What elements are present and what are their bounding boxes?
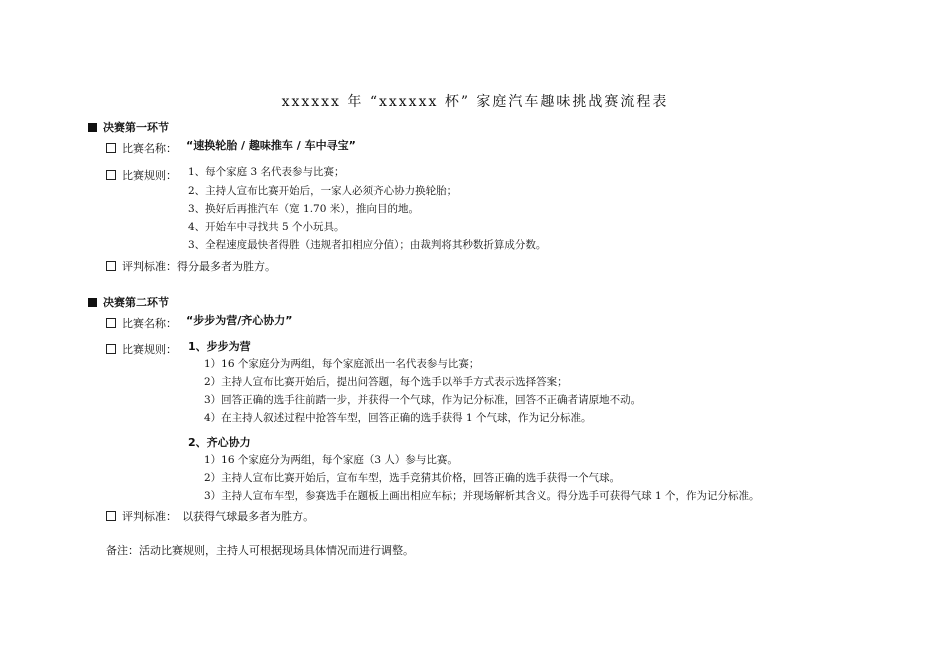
checkbox-icon — [106, 261, 116, 271]
round2-part1-title: 1、步步为营 — [188, 340, 251, 353]
round1-heading: 决赛第一环节 — [103, 121, 169, 134]
round2-part1-line-1: 1）16 个家庭分为两组，每个家庭派出一名代表参与比赛； — [204, 358, 480, 370]
round1-name-value: “速换轮胎 / 趣味推车 / 车中寻宝” — [186, 139, 356, 152]
checkbox-icon — [106, 318, 116, 328]
filled-square-bullet-icon — [88, 123, 97, 132]
round1-rule-2: 2、主持人宣布比赛开始后，一家人必须齐心协力换轮胎； — [188, 185, 458, 197]
round2-rules-label: 比赛规则： — [122, 343, 177, 356]
page-title: xxxxxx 年 “xxxxxx 杯” 家庭汽车趣味挑战赛流程表 — [281, 94, 669, 110]
round1-judge-label: 评判标准： — [122, 260, 177, 273]
round2-part1-line-3: 3）回答正确的选手往前踏一步，并获得一个气球，作为记分标准，回答不正确者请原地不动。 — [204, 394, 642, 406]
round1-heading-row — [88, 119, 169, 135]
round1-judge-value: 得分最多者为胜方。 — [177, 260, 276, 273]
round1-rules-label: 比赛规则： — [122, 169, 177, 182]
round1-name-row — [106, 137, 177, 156]
round2-name-label: 比赛名称： — [122, 317, 177, 330]
round2-name-value: “步步为营/齐心协力” — [186, 314, 293, 327]
round2-judge-value: 以获得气球最多者为胜方。 — [182, 510, 315, 523]
round2-name-row — [106, 312, 177, 331]
round1-rules-row — [106, 164, 177, 183]
round2-part2-line-3: 3）主持人宣布车型，参赛选手在题板上画出相应车标；并现场解析其含义。得分选手可获得气球 1 个，作为记分标准。 — [204, 490, 760, 502]
round2-part2-title: 2、齐心协力 — [188, 436, 251, 449]
round1-rule-3: 3、换好后再推汽车（宽 1.70 米），推向目的地。 — [188, 203, 419, 215]
round2-heading-row — [88, 294, 169, 310]
round1-rule-4: 4、开始车中寻找共 5 个小玩具。 — [188, 221, 345, 233]
round1-rule-1: 1、每个家庭 3 名代表参与比赛； — [188, 166, 345, 178]
round2-judge-label: 评判标准： — [122, 510, 177, 523]
round2-part1-line-4: 4）在主持人叙述过程中抢答车型，回答正确的选手获得 1 个气球，作为记分标准。 — [204, 412, 592, 424]
checkbox-icon — [106, 143, 116, 153]
round1-name-label: 比赛名称： — [122, 142, 177, 155]
checkbox-icon — [106, 344, 116, 354]
remark-note: 备注：活动比赛规则，主持人可根据现场具体情况而进行调整。 — [106, 544, 414, 557]
round1-rule-5: 3、全程速度最快者得胜（违规者扣相应分值）；由裁判将其秒数折算成分数。 — [188, 239, 547, 251]
round2-judge-row — [106, 505, 314, 524]
round2-part1-line-2: 2）主持人宣布比赛开始后，提出问答题，每个选手以举手方式表示选择答案； — [204, 376, 568, 388]
filled-square-bullet-icon — [88, 298, 97, 307]
round2-part2-line-2: 2）主持人宣布比赛开始后，宣布车型，选手竞猜其价格，回答正确的选手获得一个气球。 — [204, 472, 621, 484]
round2-part2-line-1: 1）16 个家庭分为两组，每个家庭（3 人）参与比赛。 — [204, 454, 458, 466]
checkbox-icon — [106, 511, 116, 521]
round2-rules-row — [106, 338, 177, 357]
round1-judge-row — [106, 255, 276, 274]
checkbox-icon — [106, 170, 116, 180]
round2-heading: 决赛第二环节 — [103, 296, 169, 309]
